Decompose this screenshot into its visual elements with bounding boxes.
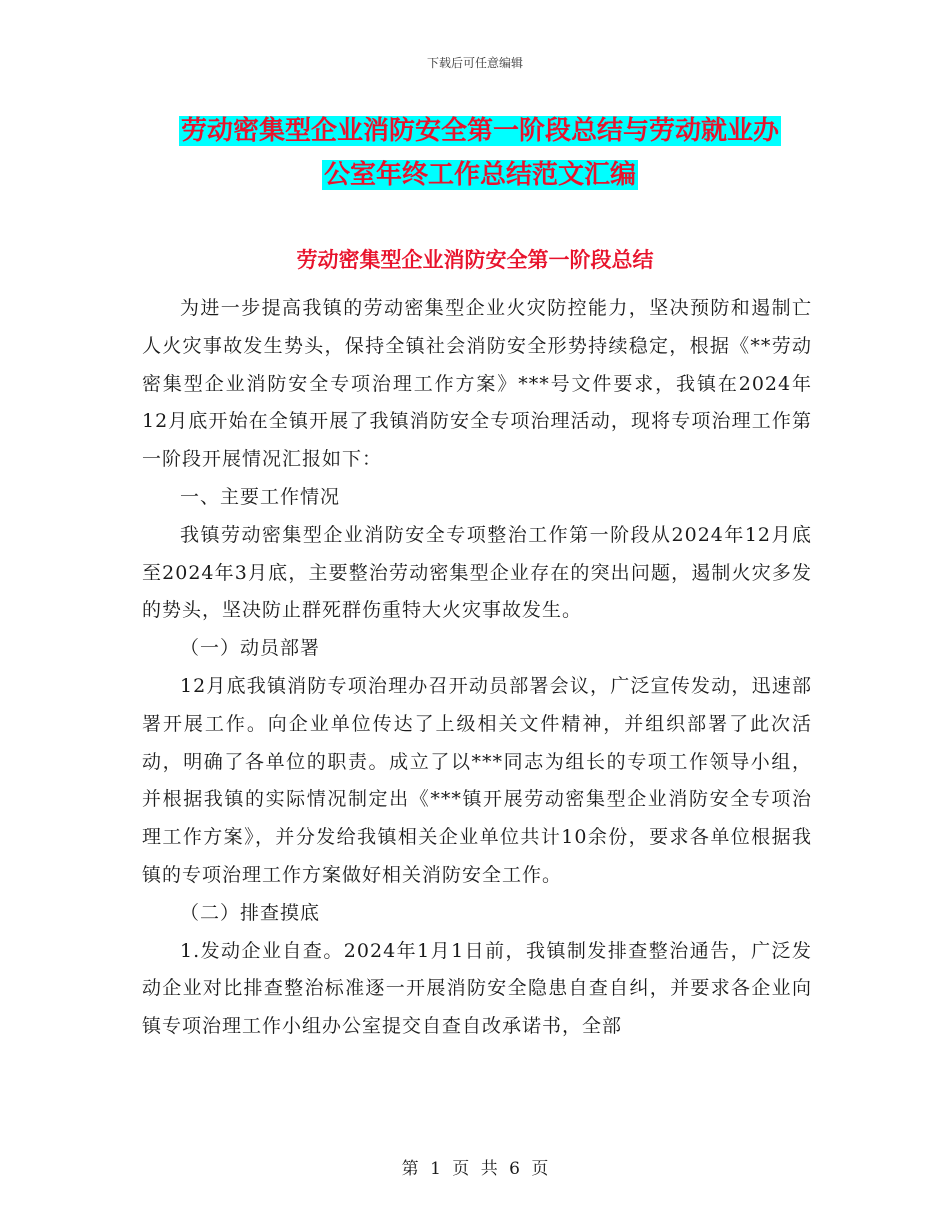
body-paragraph: 我镇劳动密集型企业消防安全专项整治工作第一阶段从2024年12月底至2024年3月底，主要整治劳动密集型企业存在的突出问题，遏制火灾多发的势头，坚决防止群死群伤重特大火灾事故发生。 <box>142 523 812 622</box>
subsection-heading: （二）排查摸底 <box>180 901 321 924</box>
document-body <box>142 290 812 1046</box>
section-heading: 一、主要工作情况 <box>180 485 341 508</box>
page-number: 第 1 页 共 6 页 <box>401 1159 549 1179</box>
page-header: 下载后可任意编辑 <box>426 56 523 70</box>
body-paragraph: 12月底我镇消防专项治理办召开动员部署会议，广泛宣传发动，迅速部署开展工作。向企业单位传达了上级相关文件精神，并组织部署了此次活动，明确了各单位的职责。成立了以***同志为组长的专项工作领导小组，并根据我镇的实际情况制定出《***镇开展劳动密集型企业消防安全专项治理工作方案》，并分发给我镇相关企业单位共计10余份，要求各单位根据我镇的专项治理工作方案做好相关消防安全工作。 <box>142 674 812 886</box>
document-title-text-1: 劳动密集型企业消防安全第一阶段总结与劳动就业办 <box>180 116 779 146</box>
body-paragraph: 1.发动企业自查。2024年1月1日前，我镇制发排查整治通告，广泛发动企业对比排查整治标准逐一开展消防安全隐患自查自纠，并要求各企业向镇专项治理工作小组办公室提交自查自改承诺书，全部 <box>142 939 812 1038</box>
subsection-heading: （一）动员部署 <box>180 637 321 660</box>
document-title-text-2: 公室年终工作总结范文汇编 <box>323 160 636 190</box>
section-title: 劳动密集型企业消防安全第一阶段总结 <box>296 248 654 272</box>
document-title-line-2 <box>140 150 820 200</box>
document-title-line-1 <box>140 106 820 156</box>
body-paragraph: 为进一步提高我镇的劳动密集型企业火灾防控能力，坚决预防和遏制亡人火灾事故发生势头，保持全镇社会消防安全形势持续稳定，根据《**劳动密集型企业消防安全专项治理工作方案》***号文件要求，我镇在2024年12月底开始在全镇开展了我镇消防安全专项治理活动，现将专项治理工作第一阶段开展情况汇报如下： <box>142 297 812 471</box>
